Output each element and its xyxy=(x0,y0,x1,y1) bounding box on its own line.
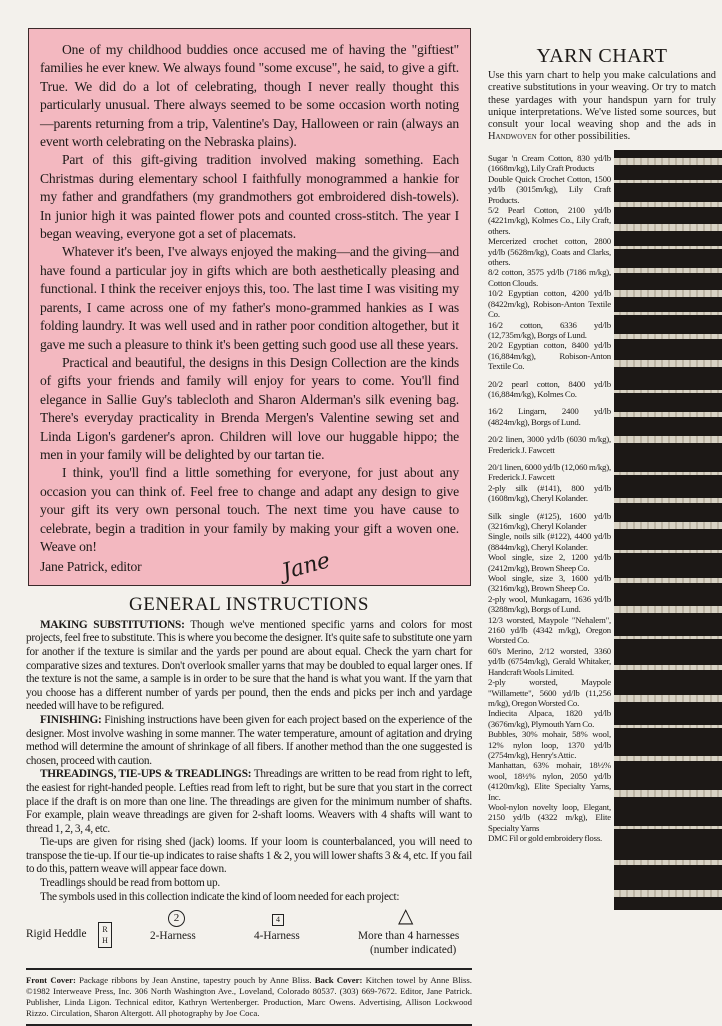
yarn-strand xyxy=(614,826,722,829)
yarn-entry: Wool single, size 3, 1600 yd/lb (3216m/kg), Brown Sheep Co. xyxy=(488,573,611,594)
yarn-entry: Manhattan, 63% mohair, 18½% wool, 18½% nylon, 2050 yd/lb (4120m/kg), Elite Specialty Yarns, Inc. xyxy=(488,760,611,802)
general-instructions xyxy=(26,619,472,904)
section-text: Though we've mentioned specific yarns and colors for most projects, feel free to substitute. This is where you become the designer. It's quite safe to substitute one yarn for another if the texture is similar and the yards per pound are about equal. Check the yarn chart for comparative sizes and textures. Don't overlook smaller yarns that may be doubled to equal larger ones. If the texture is not the same, a sample is in order to be sure that the hand is what you want. If the yarn that you choose has a different number of yards per pound, then the ends and picks per inch and yardage needed will have to be refigured. xyxy=(26,618,472,713)
yarn-entry: DMC Fil or gold embroidery floss. xyxy=(488,833,603,844)
yarn-entry: 20/1 linen, 6000 yd/lb (12,060 m/kg), Frederick J. Fawcett xyxy=(488,461,611,483)
yarn-strand xyxy=(614,578,722,583)
editor-letter-box xyxy=(28,28,471,586)
letter-paragraph: Practical and beautiful, the designs in this Design Collection are the kinds of gifts your friends and family will enjoy for years to come. You'll find elegance in Sallie Guy's tablecloth and Sharon Alderman's silk evening bag. There's everyday practicality in Brenda Mergen's Valentine sewing set and Linda Ligon's gardener's apron. Children will love our huggable hippo; the men in your family will be delighted by our tartan tie. xyxy=(40,354,459,462)
section-text: Threadings are written to be read from right to left, the easiest for right-handed people. Lefties read from left to right, but be sure that you start in the correct place if the draft is on more than one line. The threadings are given for the minimum number of shafts. For example, plain weave threadings are given for 2-shaft looms. Weavers with 4 shafts will want to thread 1, 2, 3, 4, etc. xyxy=(26,768,472,835)
section-finishing xyxy=(26,714,472,768)
yarn-strand xyxy=(614,436,722,443)
symbols-intro: The symbols used in this collection indicate the kind of loom needed for each project: xyxy=(40,890,400,903)
yarn-strand xyxy=(614,290,722,297)
yarn-entry: Single, noils silk (#122), 4400 yd/lb (8844m/kg), Cheryl Kolander. xyxy=(488,531,611,552)
yarn-entry: 20/2 pearl cotton, 8400 yd/lb (16,884m/kg), Kolmes Co. xyxy=(488,378,611,399)
yarn-entry: 10/2 Egyptian cotton, 4200 yd/lb (8422m/kg), Robison-Anton Textile Co. xyxy=(488,288,611,320)
general-instructions-title: GENERAL INSTRUCTIONS xyxy=(129,593,369,615)
yarn-entry: Mercerized crochet cotton, 2800 yd/lb (5628m/kg), Coats and Clarks, others. xyxy=(488,236,611,268)
section-threadings xyxy=(26,768,472,836)
signature: Jane xyxy=(278,548,333,586)
yarn-strand xyxy=(614,246,722,249)
yarn-strand xyxy=(614,224,722,231)
magazine-name: Handwoven xyxy=(488,131,537,143)
section-substitutions xyxy=(26,619,472,714)
yarn-strand xyxy=(614,180,722,183)
yarn-strand xyxy=(614,158,722,165)
yarn-list xyxy=(488,153,611,844)
rh-h: H xyxy=(102,936,108,946)
rigid-heddle-label: Rigid Heddle xyxy=(26,928,87,941)
yarn-entry: Silk single (#125), 1600 yd/lb (3216m/kg), Cheryl Kolander xyxy=(488,510,611,531)
more-harness-note: (number indicated) xyxy=(370,944,457,957)
back-cover-label: Back Cover: xyxy=(314,975,363,986)
front-cover-label: Front Cover: xyxy=(26,975,76,986)
yarn-strand xyxy=(614,522,722,529)
yarn-strand xyxy=(614,412,722,417)
yarn-entry: 2-ply silk (#141), 800 yd/lb (1608m/kg), Cheryl Kolander. xyxy=(488,482,611,504)
intro-end: for other possibilities. xyxy=(536,131,631,143)
treadlings-text: Treadlings should be read from bottom up. xyxy=(40,877,220,890)
yarn-strand xyxy=(614,790,722,797)
section-heading: THREADINGS, TIE-UPS & TREADLINGS: xyxy=(40,768,252,781)
yarn-strand xyxy=(614,202,722,207)
yarn-strand xyxy=(614,860,722,865)
yarn-entry: Double Quick Crochet Cotton, 1500 yd/lb (3015m/kg), Lily Craft Products. xyxy=(488,173,611,205)
yarn-strand xyxy=(614,725,722,728)
yarn-strand xyxy=(614,890,722,897)
yarn-strand xyxy=(614,756,722,761)
yarn-strand xyxy=(614,390,722,393)
yarn-entry: 2-ply wool, Munkagarn, 1636 yd/lb (3288m/kg), Borgs of Lund. xyxy=(488,593,611,615)
rigid-heddle-icon xyxy=(98,922,112,948)
letter-paragraph: One of my childhood buddies once accused me of having the "giftiest" families he ever knew. We always found "some excuse", he said, to give a gift. True. We did do a lot of celebrating, though I never really thought this particularly unusual. There always seemed to be some occasion worth noting—parents returning from a trip, Valentine's Day, Halloween or rain (always an event worth celebrating on the Nebraska plains). xyxy=(40,42,459,150)
yarn-entry: 16/2 Lingarn, 2400 yd/lb (4824m/kg), Borgs of Lund. xyxy=(488,406,611,427)
yarn-strand xyxy=(614,360,722,367)
two-harness-icon: 2 xyxy=(168,910,185,927)
yarn-entry: 12/3 worsted, Maypole "Nehalem", 2160 yd/lb (4342 m/kg), Oregon Worsted Co. xyxy=(488,614,611,646)
yarn-entry: 20/2 Egyptian cotton, 8400 yd/lb (16,884m/kg), Robison-Anton Textile Co. xyxy=(488,340,611,372)
yarn-strand xyxy=(614,636,722,639)
loom-symbols xyxy=(26,905,472,960)
yarn-entry: 60's Merino, 2/12 worsted, 3360 yd/lb (6754m/kg), Gerald Whitaker, Handcraft Wools Limited. xyxy=(488,645,611,677)
back-cover-text: Kitchen towel by Anne Bliss. ©1982 Interweave Press, Inc. 306 North Washington Ave., Loveland, Colorado 80537. (303) 669-7672. Editor, Jane Patrick. Publisher, Linda Ligon. Technical editor, Kathryn Wertenberger. Production, Marc Owens. Advertising, Allison Lockwood Rizzo. Circulation, Sharon Altergott. All photography by Joe Coca. xyxy=(26,975,472,1019)
section-text: Finishing instructions have been given for each project based on the experience of the designer. Most involve washing in some manner. The water temperature, amount of agitation and drying method will determine the amount of shrinkage of all fibers. If another method than the one suggested is chosen, proceed with caution. xyxy=(26,713,472,767)
yarn-entry: Wool-nylon novelty loop, Elegant, 2150 yd/lb (4322 m/kg), Elite Specialty Yarns xyxy=(488,801,611,833)
two-harness-label: 2-Harness xyxy=(150,930,196,943)
yarn-strand xyxy=(614,312,722,315)
yarn-entry: Sugar 'n Cream Cotton, 830 yd/lb (1668m/kg), Lily Craft Products xyxy=(488,153,611,174)
four-harness-label: 4-Harness xyxy=(254,930,300,943)
yarn-entry: 2-ply worsted, Maypole "Willamette", 5600 yd/lb (11,256 m/kg), Oregon Worsted Co. xyxy=(488,677,611,708)
yarn-entry: 8/2 cotton, 3575 yd/lb (7186 m/kg), Cotton Clouds. xyxy=(488,267,611,288)
yarn-strand xyxy=(614,665,722,670)
left-column xyxy=(26,28,472,1026)
yarn-entry: Wool single, size 2, 1200 yd/lb (2412m/kg), Brown Sheep Co. xyxy=(488,552,611,573)
section-heading: FINISHING: xyxy=(40,713,102,726)
more-harness-icon: △ xyxy=(398,905,414,928)
letter-paragraph: Whatever it's been, I've always enjoyed the making—and the giving—and have found a particular joy in gifts which are both aesthetically pleasing and functional. I think the receiver enjoys this, too. The last time I was visiting my parents, I came across one of my father's mono-grammed hankies as I was folding laundry. It was well used and in rather poor condition altogether, but it gave me such a pleasure to think it's been getting such good use all these years. xyxy=(40,244,459,352)
yarn-entry: Indiecita Alpaca, 1820 yd/lb (3676m/kg), Plymouth Yarn Co. xyxy=(488,708,611,729)
credits-footer xyxy=(26,968,472,1019)
yarn-entry: 5/2 Pearl Cotton, 2100 yd/lb (4221m/kg), Kolmes Co., Lily Craft, others. xyxy=(488,205,611,236)
yarn-swatch-photo xyxy=(614,150,722,910)
yarn-strand xyxy=(614,550,722,553)
section-heading: MAKING SUBSTITUTIONS: xyxy=(40,618,185,631)
four-harness-icon: 4 xyxy=(272,914,284,926)
signoff-row xyxy=(40,548,459,586)
rh-r: R xyxy=(102,925,108,935)
signoff: Jane Patrick, editor xyxy=(40,559,142,575)
yarn-entry: 16/2 cotton, 6336 yd/lb (12,735m/kg), Borgs of Lund. xyxy=(488,319,611,340)
letter-paragraph: Part of this gift-giving tradition involved making something. Each Christmas during elementary school I faithfully monogrammed a hankie for my father and grandfathers (my grandmothers got embroidered dish-towels). In junior high it was painted flower pots and counted cross-stitch. The year I began weaving, everyone got a set of placemats. xyxy=(40,152,459,242)
yarn-strand xyxy=(614,498,722,503)
yarn-entry: Bubbles, 30% mohair, 58% wool, 12% nylon loop, 1370 yd/lb (2754m/kg), Henry's Attic. xyxy=(488,729,611,760)
yarn-entry: 20/2 linen, 3000 yd/lb (6030 m/kg), Frederick J. Fawcett xyxy=(488,434,611,455)
letter-paragraph: I think, you'll find a little something for everyone, for just about any occasion you can think of. Feel free to change and adapt any design to give your gift its very own personal touch. The next time you have cause to celebrate, begin a tradition in your family by making your gift a woven one. Weave on! xyxy=(40,465,459,554)
yarn-strand xyxy=(614,472,722,475)
tieups-text: Tie-ups are given for rising shed (jack) looms. If your loom is counterbalanced, you will need to transpose the tie-up. If our tie-up indicates to raise shafts 1 & 2, you will lower shafts 3 & 4, etc. If you fail to do this, pattern weave will appear face down. xyxy=(26,836,472,876)
yarn-strand xyxy=(614,268,722,273)
yarn-strand xyxy=(614,695,722,702)
yarn-strand xyxy=(614,334,722,339)
yarn-strand xyxy=(614,606,722,613)
front-cover-text: Package ribbons by Jean Anstine, tapestry pouch by Anne Bliss. xyxy=(75,975,315,986)
yarn-chart-title: YARN CHART xyxy=(536,45,668,67)
more-harness-label: More than 4 harnesses xyxy=(358,930,460,943)
intro-text: Use this yarn chart to help you make calculations and creative substitutions in your weaving. Or try to match these yardages with your handspun yarn for truly unique interpretations. We've listed some sources, but consult your local weaving shop and the ads in xyxy=(488,70,716,131)
yarn-chart-intro xyxy=(488,70,716,144)
